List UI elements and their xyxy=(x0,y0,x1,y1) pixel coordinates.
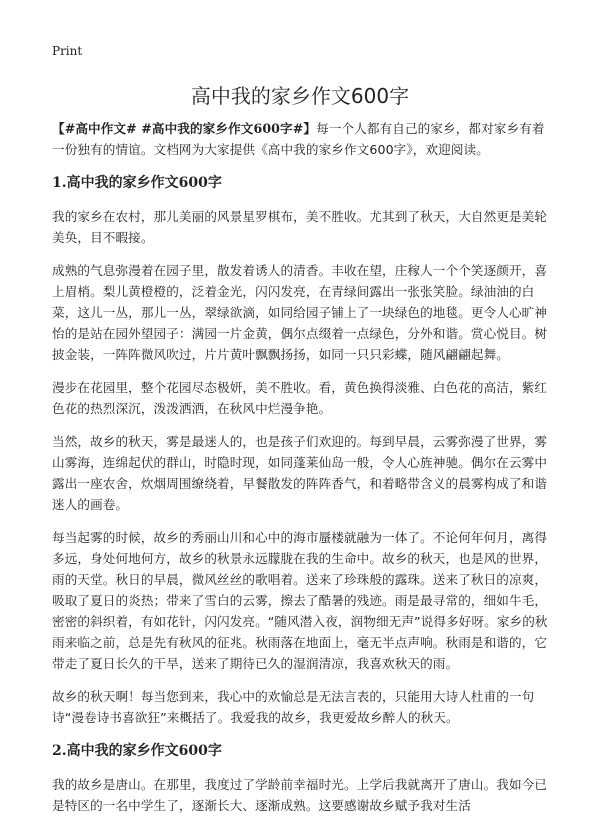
paragraph: 我的家乡在农村，那儿美丽的风景星罗棋布，美不胜收。尤其到了秋天，大自然更是美轮美奂，目不暇接。 xyxy=(52,209,548,245)
intro-paragraph xyxy=(52,118,552,160)
intro-text: 每一个人都有自己的家乡，都对家乡有着一份独有的情谊。文档网为大家提供《高中我的家乡作文600字》，欢迎阅读。 xyxy=(52,121,545,157)
paragraph: 当然，故乡的秋天，雾是最迷人的，也是孩子们欢迎的。每到早晨，云雾弥漫了世界，雾山雾海，连绵起伏的群山，时隐时现，如同蓬莱仙岛一般，令人心旌神驰。偶尔在云雾中露出一座农舍，炊烟周围缭绕着，早餐散发的阵阵香气，和着略带含义的晨雾构成了和谐迷人的画卷。 xyxy=(52,434,548,512)
section-heading: 2.高中我的家乡作文600字 xyxy=(52,743,222,759)
article-body xyxy=(52,118,552,828)
print-link[interactable]: Print xyxy=(52,44,83,58)
paragraph: 漫步在花园里，整个花园尽态极妍，美不胜收。看，黄色换得淡雅、白色花的高洁，紫红色花的热烈深沉，泼泼洒洒，在秋风中烂漫争艳。 xyxy=(52,380,548,416)
paragraph: 成熟的气息弥漫着在园子里，散发着诱人的清香。丰收在望，庄稼人一个个笑逐颜开，喜上眉梢。梨儿黄橙橙的，泛着金光，闪闪发亮，在青绿间露出一张张笑脸。绿油油的白菜，这儿一丛，那儿一丛，翠绿欲滴，如同给园子铺上了一块绿色的地毯。更令人心旷神怡的是站在园外望园子：满园一片金黄，偶尔点缀着一点绿色，分外和谐。赏心悦目。树披金装，一阵阵微风吹过，片片黄叶飘飘扬扬，如同一只只彩蝶，随风翩翩起舞。 xyxy=(52,263,548,362)
section-heading: 1.高中我的家乡作文600字 xyxy=(52,175,222,191)
paragraph: 每当起雾的时候，故乡的秀丽山川和心中的海市蜃楼就融为一体了。不论何年何月，离得多远，身处何地何方，故乡的秋景永远朦胧在我的生命中。故乡的秋天，也是风的世界，雨的天堂。秋日的早晨，微风丝丝的歌唱着。送来了珍珠般的露珠。送来了秋日的凉爽，吸取了夏日的炎热；带来了雪白的云雾，擦去了酷暑的残迹。雨是最寻常的，细如牛毛，密密的斜织着，有如花针，闪闪发亮。“随风潜入夜，润物细无声”说得多好呀。家乡的秋雨来临之前，总是先有秋风的征兆。秋雨落在地面上，毫无半点声响。秋雨是和谐的，它带走了夏日长久的干旱，送来了期待已久的湿润清凉，我喜欢秋天的雨。 xyxy=(52,530,548,671)
paragraph: 我的故乡是唐山。在那里，我度过了学龄前幸福时光。上学后我就离开了唐山。我如今已是特区的一名中学生了，逐渐长大、逐渐成熟。这要感谢故乡赋予我对生活 xyxy=(52,777,548,813)
paragraph: 故乡的秋天啊！每当您到来，我心中的欢愉总是无法言表的，只能用大诗人杜甫的一句诗“漫卷诗书喜欲狂”来概括了。我爱我的故乡，我更爱故乡醉人的秋天。 xyxy=(52,689,535,725)
page-title: 高中我的家乡作文600字 xyxy=(190,84,410,108)
intro-tag: 【#高中作文# #高中我的家乡作文600字#】 xyxy=(52,121,317,136)
